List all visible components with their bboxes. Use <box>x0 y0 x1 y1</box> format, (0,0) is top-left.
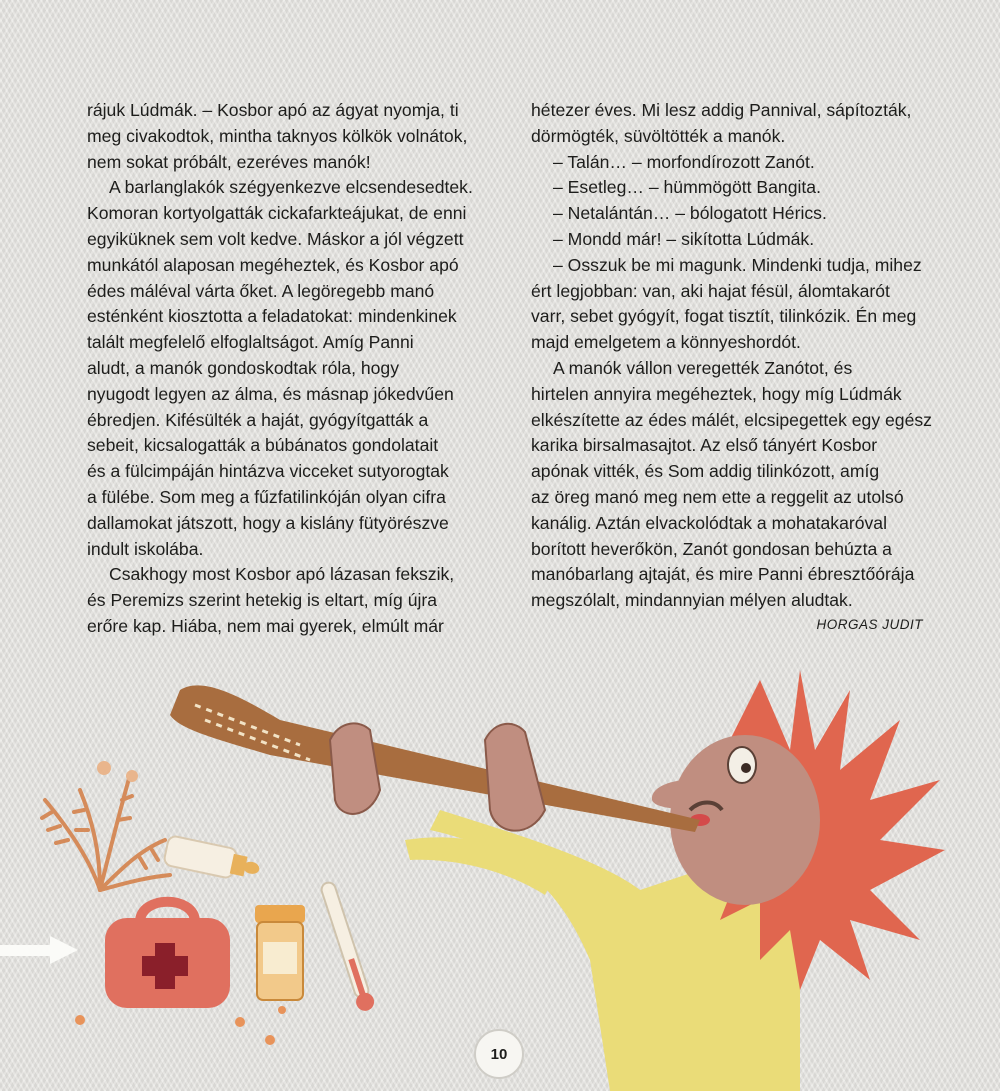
medicine-jar-icon <box>255 905 305 1000</box>
text-line: apónak vitték, és Som addig tilinkózott, amíg <box>531 461 880 482</box>
text-line: esténként kiosztotta a feladatokat: mindenkinek <box>87 306 457 327</box>
text-line: talált megfelelő elfoglaltságot. Amíg Panni <box>87 332 414 353</box>
text-line: hétezer éves. Mi lesz addig Pannival, sápítozták, <box>531 100 912 120</box>
text-line: – Talán… – morfondírozott Zanót. <box>553 151 815 172</box>
text-line: Csakhogy most Kosbor apó lázasan fekszik, <box>109 564 455 585</box>
text-line: munkától alaposan megéheztek, és Kosbor apó <box>87 254 459 275</box>
page-number: 10 <box>474 1029 524 1079</box>
text-line: A barlanglakók szégyenkezve elcsendesedtek. <box>109 177 473 198</box>
text-line: majd emelgetem a könnyeshordót. <box>531 332 801 353</box>
text-line: – Mondd már! – sikította Lúdmák. <box>553 228 815 249</box>
text-line: borított heverőkön, Zanót gondosan behúzta a <box>531 538 892 559</box>
text-line: az öreg manó meg nem ette a reggelit az utolsó <box>531 486 904 507</box>
text-line: karika birsalmasajtot. Az első tányért Kosbor <box>531 435 878 456</box>
text-line: nyugodt legyen az álma, és másnap jókedvűen <box>87 383 454 404</box>
text-column-right <box>531 98 941 614</box>
medical-bag-icon <box>105 902 230 1008</box>
text-line: manóbarlang ajtaját, és mire Panni ébresztőórája <box>531 564 915 585</box>
text-line: Komoran kortyolgatták cickafarkteájukat, de enni <box>87 203 467 224</box>
decorative-sparks <box>75 1006 286 1045</box>
text-line: – Osszuk be mi magunk. Mindenki tudja, mihez <box>553 254 922 275</box>
text-line: hirtelen annyira megéheztek, hogy míg Lúdmák <box>531 383 902 404</box>
text-line: elkészítette az édes málét, elcsipegettek egy egész <box>531 409 932 430</box>
elf-playing-flute-icon <box>170 670 945 1091</box>
text-line: sebeit, kicsalogatták a búbánatos gondolatait <box>87 435 439 456</box>
text-line: meg civakodtok, mintha taknyos kölkök volnátok, <box>87 125 468 146</box>
dried-herbs-icon <box>42 761 170 890</box>
text-line: – Esetleg… – hümmögött Bangita. <box>553 177 821 198</box>
text-line: egyiküknek sem volt kedve. Máskor a jól végzett <box>87 228 464 249</box>
text-line: aludt, a manók gondoskodtak róla, hogy <box>87 357 400 378</box>
text-line: dörmögték, süvöltötték a manók. <box>531 125 786 146</box>
text-line: rájuk Lúdmák. – Kosbor apó az ágyat nyomja, ti <box>87 100 459 120</box>
text-line: varr, sebet gyógyít, fogat tisztít, tilinkózik. Én meg <box>531 306 917 327</box>
illustration <box>0 660 1000 1091</box>
text-line: a fülébe. Som meg a fűzfatilinkóján olyan cifra <box>87 486 446 507</box>
text-line: erőre kap. Hiába, nem mai gyerek, elmúlt már <box>87 615 444 636</box>
text-line: kanálig. Aztán elvackolódtak a mohatakaróval <box>531 512 887 533</box>
text-line: ért legjobban: van, aki hajat fésül, álomtakarót <box>531 280 890 301</box>
author-signature: HORGAS JUDIT <box>816 617 923 632</box>
text-line: megszólalt, mindannyian mélyen aludtak. <box>531 590 853 611</box>
text-line: édes máléval várta őket. A legöregebb manó <box>87 280 435 301</box>
thermometer-icon <box>318 880 377 1013</box>
baby-bottle-icon <box>163 835 262 884</box>
text-line: ébredjen. Kifésülték a haját, gyógyítgatták a <box>87 409 429 430</box>
text-line: nem sokat próbált, ezeréves manók! <box>87 151 371 172</box>
arrow-right-icon <box>0 936 78 964</box>
text-line: és Peremizs szerint hetekig is eltart, míg újra <box>87 590 438 611</box>
text-line: és a fülcimpáján hintázva vicceket sutyorogtak <box>87 461 449 482</box>
text-line: dallamokat játszott, hogy a kislány fütyörészve <box>87 512 449 533</box>
text-column-left <box>87 98 497 640</box>
text-line: – Netalántán… – bólogatott Hérics. <box>553 203 827 224</box>
text-line: indult iskolába. <box>87 538 204 559</box>
text-line: A manók vállon veregették Zanótot, és <box>553 357 853 378</box>
